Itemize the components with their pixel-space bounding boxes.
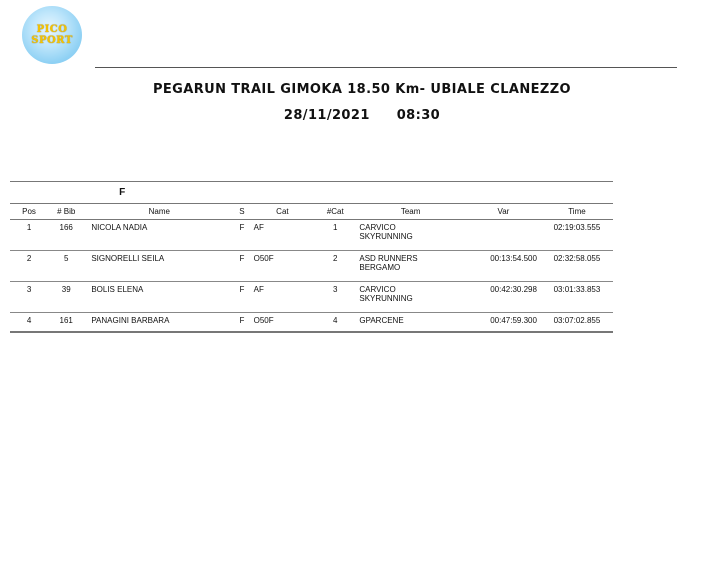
- table-header-row: [10, 204, 613, 220]
- cell-name: NICOLA NADIA: [84, 220, 234, 251]
- header-divider: [95, 67, 677, 68]
- header-var: Var: [466, 204, 541, 220]
- cell-team: [355, 282, 466, 313]
- cell-time: 03:07:02.855: [541, 313, 613, 333]
- event-title-text: PEGARUN TRAIL GIMOKA 18.50 Km- UBIALE CLANEZZO: [152, 82, 572, 97]
- header-time: Time: [541, 204, 613, 220]
- cell-name: SIGNORELLI SEILA: [84, 251, 234, 282]
- cell-name: BOLIS ELENA: [84, 282, 234, 313]
- category-group-label: F: [10, 182, 234, 204]
- cell-time: 02:19:03.555: [541, 220, 613, 251]
- table-row: [10, 313, 613, 333]
- cell-pos: 4: [10, 313, 48, 333]
- event-datetime: [0, 108, 724, 123]
- cell-cat-rank: 2: [315, 251, 355, 282]
- cell-cat: AF: [250, 282, 316, 313]
- cell-bib: 5: [48, 251, 84, 282]
- team-line1: GPARCENE: [359, 316, 404, 325]
- cell-var: 00:47:59.300: [466, 313, 541, 333]
- event-time: 08:30: [396, 108, 441, 123]
- cell-team: [355, 251, 466, 282]
- cell-pos: 1: [10, 220, 48, 251]
- cell-bib: 39: [48, 282, 84, 313]
- header-pos: Pos: [10, 204, 48, 220]
- cell-sex: F: [234, 220, 249, 251]
- cell-bib: 166: [48, 220, 84, 251]
- team-line2: BERGAMO: [359, 263, 401, 272]
- event-date: 28/11/2021: [283, 108, 370, 123]
- cell-bib: 161: [48, 313, 84, 333]
- cell-team: [355, 220, 466, 251]
- cell-cat-rank: 3: [315, 282, 355, 313]
- cell-time: 03:01:33.853: [541, 282, 613, 313]
- cell-sex: F: [234, 313, 249, 333]
- table-row: [10, 220, 613, 251]
- header-sex: S: [234, 204, 249, 220]
- header-cat-rank: #Cat: [315, 204, 355, 220]
- table-row: [10, 282, 613, 313]
- logo-text-line2: SPORT: [31, 35, 73, 46]
- team-line2: SKYRUNNING: [359, 232, 413, 241]
- pico-sport-logo: [22, 6, 82, 64]
- cell-cat: O50F: [250, 251, 316, 282]
- cell-sex: F: [234, 251, 249, 282]
- logo-text-line1: PICO: [36, 24, 68, 35]
- team-line1: ASD RUNNERS: [359, 254, 418, 263]
- header-cat: Cat: [250, 204, 316, 220]
- cell-name: PANAGINI BARBARA: [84, 313, 234, 333]
- cell-cat-rank: 1: [315, 220, 355, 251]
- cell-sex: F: [234, 282, 249, 313]
- cell-cat: AF: [250, 220, 316, 251]
- cell-cat: O50F: [250, 313, 316, 333]
- team-line2: SKYRUNNING: [359, 294, 413, 303]
- header-team: Team: [355, 204, 466, 220]
- team-line1: CARVICO: [359, 223, 396, 232]
- cell-team: [355, 313, 466, 333]
- header-bib: # Bib: [48, 204, 84, 220]
- cell-pos: 2: [10, 251, 48, 282]
- results-table: [10, 181, 613, 333]
- cell-var: [466, 220, 541, 251]
- cell-time: 02:32:58.055: [541, 251, 613, 282]
- cell-pos: 3: [10, 282, 48, 313]
- event-title: [0, 82, 724, 97]
- header-name: Name: [84, 204, 234, 220]
- cell-cat-rank: 4: [315, 313, 355, 333]
- cell-var: 00:42:30.298: [466, 282, 541, 313]
- category-group-row: [10, 182, 613, 204]
- team-line1: CARVICO: [359, 285, 396, 294]
- table-row: [10, 251, 613, 282]
- cell-var: 00:13:54.500: [466, 251, 541, 282]
